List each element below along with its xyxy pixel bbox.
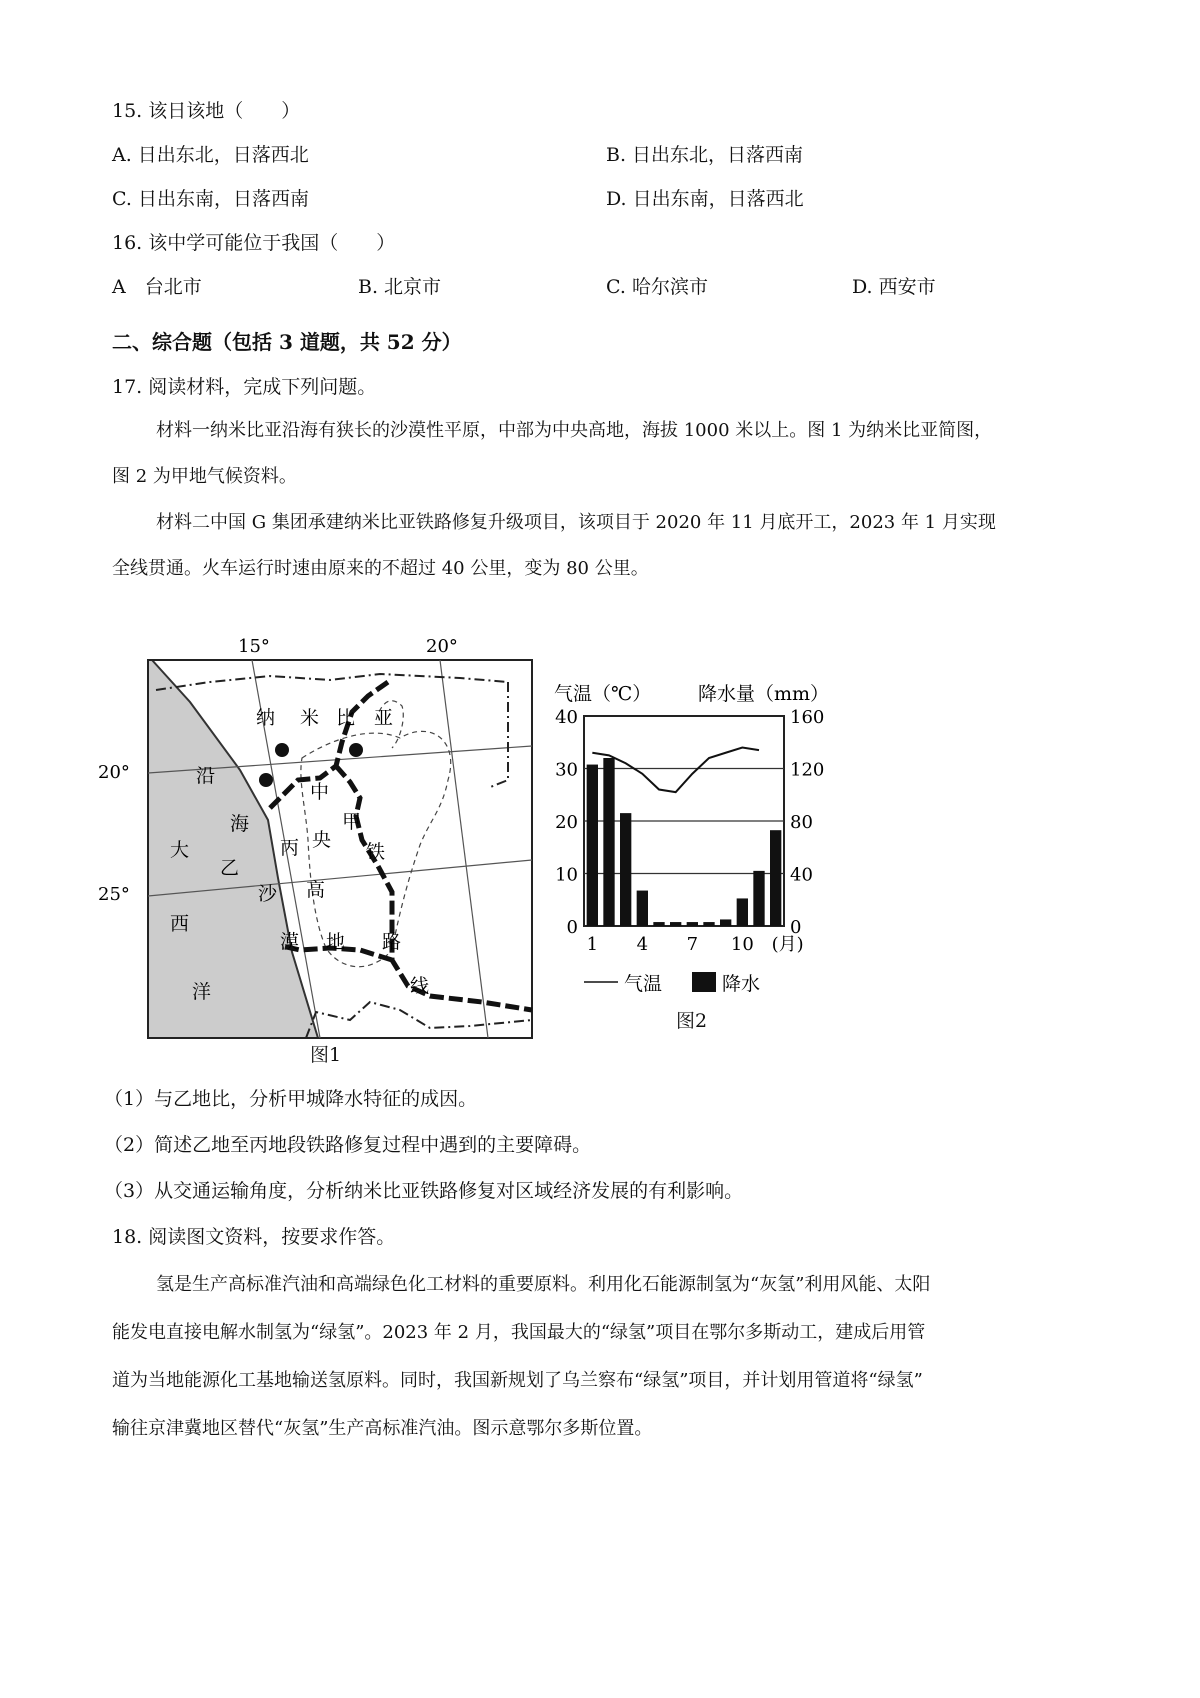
right-axis-tick-label: 80 xyxy=(790,812,813,833)
chart-left-axis-title: 气温（℃） xyxy=(554,683,652,705)
precipitation-bar xyxy=(720,919,731,926)
right-axis-tick-label: 0 xyxy=(790,917,802,938)
q17-sub2: （2）简述乙地至丙地段铁路修复过程中遇到的主要障碍。 xyxy=(104,1134,592,1156)
q17-material2-line2: 全线贯通。火车运行时速由原来的不超过 40 公里，变为 80 公里。 xyxy=(112,558,649,579)
x-axis-tick-label: 7 xyxy=(686,934,699,955)
precipitation-bar xyxy=(587,765,598,926)
left-axis-tick-label: 30 xyxy=(555,759,578,781)
label-na: 纳 xyxy=(256,707,276,729)
precipitation-bar xyxy=(620,813,631,926)
label-xian: 线 xyxy=(410,975,430,997)
x-axis-tick-label: 10 xyxy=(730,934,754,955)
city-jia-marker xyxy=(349,743,363,757)
lon-label-15: 15° xyxy=(238,636,270,657)
q18-para-line3: 道为当地能源化工基地输送氢原料。同时，我国新规划了乌兰察布“绿氢”项目，并计划用管道将“绿氢” xyxy=(112,1370,923,1391)
figure2-caption: 图2 xyxy=(676,1010,708,1032)
q17-stem: 17. 阅读材料，完成下列问题。 xyxy=(112,376,377,398)
city-yi-marker xyxy=(259,773,273,787)
q16-stem: 16. 该中学可能位于我国（ ） xyxy=(112,232,396,254)
q16-option-a: A 台北市 xyxy=(112,276,202,298)
precipitation-bar xyxy=(637,891,648,926)
q16-option-d: D. 西安市 xyxy=(852,276,936,298)
label-mo: 漠 xyxy=(280,931,300,953)
figure1-map xyxy=(98,630,550,1070)
right-axis-tick-label: 120 xyxy=(790,759,825,781)
precipitation-bar xyxy=(737,898,748,926)
figure1-caption: 图1 xyxy=(310,1044,342,1066)
legend-temp-label: 气温 xyxy=(624,973,663,995)
right-axis-tick-label: 160 xyxy=(790,707,825,728)
x-axis-unit-label: (月) xyxy=(771,934,804,955)
precipitation-bar xyxy=(753,871,764,926)
q17-material2-line1: 材料二中国 G 集团承建纳米比亚铁路修复升级项目，该项目于 2020 年 11 月底开工，2023 年 1 月实现 xyxy=(156,512,996,533)
label-yang2: 央 xyxy=(312,829,332,851)
label-tie: 铁 xyxy=(366,841,386,863)
label-yi: 乙 xyxy=(220,857,240,879)
q16-option-c: C. 哈尔滨市 xyxy=(606,276,708,298)
left-axis-tick-label: 10 xyxy=(555,864,578,886)
precipitation-bar xyxy=(653,922,664,926)
right-axis-tick-label: 40 xyxy=(790,864,813,886)
q17-material1-line1: 材料一纳米比亚沿海有狭长的沙漠性平原，中部为中央高地，海拔 1000 米以上。图 1 为纳米比亚简图， xyxy=(156,420,993,441)
label-bing: 丙 xyxy=(280,837,300,859)
label-ya: 亚 xyxy=(374,707,394,729)
label-di: 地 xyxy=(326,931,346,953)
label-jia: 甲 xyxy=(342,811,362,833)
lat-label-25: 25° xyxy=(98,884,130,905)
section-title: 二、综合题（包括 3 道题，共 52 分） xyxy=(112,330,462,354)
precipitation-bar xyxy=(770,830,781,926)
q18-stem: 18. 阅读图文资料，按要求作答。 xyxy=(112,1226,396,1248)
label-yan: 沿 xyxy=(196,765,216,787)
figure2-climate-chart xyxy=(548,660,840,1000)
precipitation-bar xyxy=(703,922,714,926)
label-hai: 海 xyxy=(230,813,250,835)
q15-option-a: A. 日出东北，日落西北 xyxy=(112,144,309,166)
q17-sub3: （3）从交通运输角度，分析纳米比亚铁路修复对区域经济发展的有利影响。 xyxy=(104,1180,744,1202)
lat-label-20: 20° xyxy=(98,762,130,783)
q18-para-line2: 能发电直接电解水制氢为“绿氢”。2023 年 2 月，我国最大的“绿氢”项目在鄂尔多斯动工，建成后用管 xyxy=(112,1322,926,1343)
left-axis-tick-label: 40 xyxy=(555,707,578,728)
precipitation-bar xyxy=(670,922,681,926)
label-yang: 洋 xyxy=(192,981,212,1003)
label-sha: 沙 xyxy=(258,883,278,905)
label-bi: 比 xyxy=(336,707,356,729)
q15-option-d: D. 日出东南，日落西北 xyxy=(606,188,804,210)
legend-precip-label: 降水 xyxy=(722,973,761,995)
x-axis-tick-label: 4 xyxy=(636,934,649,955)
q18-para-line1: 氢是生产高标准汽油和高端绿色化工材料的重要原料。利用化石能源制氢为“灰氢”利用风能、太阳 xyxy=(156,1274,931,1295)
x-axis-tick-label: 1 xyxy=(586,934,599,955)
label-da: 大 xyxy=(170,839,190,861)
chart-right-axis-title: 降水量（mm） xyxy=(698,683,830,705)
label-lu: 路 xyxy=(382,931,402,953)
temperature-line xyxy=(592,748,759,793)
q17-material1-line2: 图 2 为甲地气候资料。 xyxy=(112,466,297,487)
legend-precip-swatch xyxy=(692,972,716,992)
label-zhong: 中 xyxy=(310,781,330,803)
q16-option-b: B. 北京市 xyxy=(358,276,442,298)
left-axis-tick-label: 20 xyxy=(555,812,578,833)
q15-option-c: C. 日出东南，日落西南 xyxy=(112,188,309,210)
q15-stem: 15. 该日该地（ ） xyxy=(112,100,301,122)
city-bing-marker xyxy=(275,743,289,757)
precipitation-bar xyxy=(687,922,698,926)
q15-option-b: B. 日出东北，日落西南 xyxy=(606,144,804,166)
lon-label-20: 20° xyxy=(426,636,458,657)
left-axis-tick-label: 0 xyxy=(566,917,578,938)
label-gao: 高 xyxy=(306,879,326,901)
q17-sub1: （1）与乙地比，分析甲城降水特征的成因。 xyxy=(104,1088,478,1110)
label-mi: 米 xyxy=(300,707,320,729)
q18-para-line4: 输往京津冀地区替代“灰氢”生产高标准汽油。图示意鄂尔多斯位置。 xyxy=(112,1418,653,1439)
precipitation-bar xyxy=(603,758,614,926)
label-xi: 西 xyxy=(170,913,190,935)
